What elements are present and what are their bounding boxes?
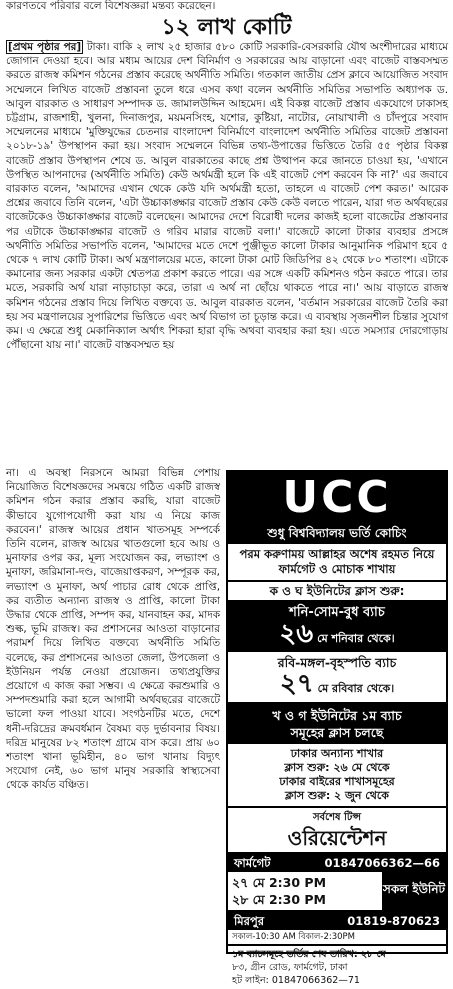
session-times: সকাল-10:30 AM বিকাল-2:30PM xyxy=(228,930,446,946)
ad-blessing: পরম করুণাময় আল্লাহর অশেষ রহমত নিয়ে ফার্মগেট ও মোচাক শাখায় xyxy=(228,544,446,582)
best-tips-label: সর্বশেষ টিপ্স xyxy=(312,812,362,823)
farmgate-label: ফার্মগেট xyxy=(234,856,271,870)
mirpur-phone: 01819-870623 xyxy=(347,914,440,928)
previous-article-tail: কারণতবে পরিবার বলে বিশেষজ্ঞরা মন্তব্য করেছেন। xyxy=(6,0,216,12)
batch1-date-number: ২৬ xyxy=(279,619,314,649)
kg-line-1: খ ও গ ইউনিটের ১ম ব্যাচ xyxy=(272,708,402,723)
batch2-date-number: ২৭ xyxy=(279,669,314,699)
unit-kha-ga-notice xyxy=(228,704,446,744)
article-text-top: টাকা। বাকি ২ লাখ ২৫ হাজার ৫৮০ কোটি সরকারি-বেসরকারি যৌথ অংশীদারের মাধ্যমে জোগান দেওয়া হবে। আর মধ্যম আয়ের দেশ বিনির্মাণ ও সরকারের আয় বাড়ানো এবং বাজেট বাস্তবসম্মত করতে রাজস্ব কমিশন গঠনের প্রস্তাব করেছে অর্থনীতি সমিতি। গতকাল জাতীয় প্রেস ক্লাবে আয়োজিত সংবাদ সম্মেলনে লিখিত বাজেট প্রস্তাবনা তুলে ধরে এসব কথা বলেন অর্থনীতি সমিতির সভাপতি অধ্যাপক ড. আবুল বারকাত ও সাধারণ সম্পাদক ড. জামালউদ্দিন আহমেদ। এই বিকল্প বাজেট প্রস্তাব একযোগে ঢাকাসহ চট্টগ্রাম, রাজশাহী, খুলনা, দিনাজপুর, ময়মনসিংহ, যশোর, কুষ্টিয়া, নাটোর, নোয়াখালী ও চাঁদপুরে সংবাদ সম্মেলনের মাধ্যমে 'মুক্তিযুদ্ধের চেতনার বাংলাদেশ বিনির্মাণে বাংলাদেশ অর্থনীতি সমিতির বাজেট প্রস্তাবনা ২০১৮-১৯' উপস্থাপন করা হয়। সংবাদ সম্মেলনে বিভিন্ন তথ্য-উপাত্তের ভিত্তিতে তৈরি ৫৫ পৃষ্ঠার বিকল্প বাজেট প্রস্তাব উপস্থাপন শেষে ড. আবুল বারকাতের কাছে প্রশ্ন উত্থাপন করে জানতে চাওয়া হয়, 'এখানে উপস্থিত আপনাদের (অর্থনীতি সমিতি) কেউ অর্থমন্ত্রী হলে কি এই বাজেট পেশ করবেন কি না?' এর জবাবে বারকাত বলেন, 'আমাদের এখান থেকে কেউ যদি অর্থমন্ত্রী হতো, তাহলে এ বাজেট পেশ করত।' আরেক প্রশ্নের জবাবে তিনি বলেন, 'এটা উচ্চাকাঙ্ক্ষার বাজেট প্রস্তাব কেউ কেউ বলতে পারেন, যারা গত অর্থবছরের বাজেটকেও উচ্চাকাঙ্ক্ষার বাজেট বলেছেন। আমাদের দেশে বিরোধী দলের কাজই হলো বাজেটের প্রস্তাবনার পর এটাকে উচ্চাকাঙ্ক্ষার বাজেট ও গরিব মারার বাজেট বলা।' বাজেটে কালো টাকার ব্যবহার প্রসঙ্গে অর্থনীতি সমিতির সভাপতি বলেন, 'আমাদের মতে দেশে পুঞ্জীভূত কালো টাকার আনুমানিক পরিমাণ হবে ৫ থেকে ৭ লাখ কোটি টাকা। অর্থ মন্ত্রণালয়ের মতে, কালো টাকা মোট জিডিপির ৪২ থেকে ৮০ শতাংশ। এটাকে কমানোর জন্য সরকার একটা শ্বেতপত্র প্রকাশ করতে পারে। এর সঙ্গে একটি কমিশনও গঠন করতে পারে। তার মতে, সরকারি অর্থ যারা নাড়াচাড়া করে, তারা এ অর্থ না ছোঁয়ে থাকতে পারে না।' আয় বাড়াতে রাজস্ব কমিশন গঠনের প্রস্তাব দিয়ে লিখিত বক্তব্যে ড. আবুল বারকাত বলেন, 'বর্তমান সরকারের বাজেট তৈরি করা হয় সব মন্ত্রণালয়ের সুপারিশের ভিত্তিতে এবং অর্থ বিভাগ তা চূড়ান্ত করে। এ ব্যবস্থায় সৃজনশীল চিন্তার সুযোগ কম। এ ক্ষেত্রে শুধু মেকানিক্যাল অর্থাৎ শিকরা হারা বৃদ্ধি অথবা ব্যবহার করা হয়। এতে সমস্যার দোরগোড়ায় পৌঁছানো যায় না।' বাজেট বাস্তবসম্মত হয় xyxy=(6,41,449,352)
farmgate-phone: 01847066362—66 xyxy=(324,856,440,870)
schedule-date-2: ২৮ মে 2:30 PM xyxy=(232,892,326,907)
headline: ১২ লাখ কোটি xyxy=(161,14,292,40)
ad-hotline: হট লাইন: 01847066362—71 xyxy=(232,975,360,986)
batch1-days: শনি-সোম-বুধ ব্যাচ xyxy=(228,602,446,621)
article-body-column xyxy=(6,466,220,793)
batch2-days: রবি-মঙ্গল-বৃহস্পতি ব্যাচ xyxy=(277,655,397,670)
orientation-title: ওরিয়েন্টেশন xyxy=(228,824,446,854)
ucc-advertisement xyxy=(226,470,448,986)
mirpur-label: মিরপুর xyxy=(234,914,265,928)
batch2-date-text: মে রবিবার থেকে। xyxy=(317,682,395,695)
article-paragraph xyxy=(6,40,448,352)
article-body-full-width xyxy=(6,40,448,352)
batch2-date xyxy=(228,671,446,704)
continued-tag: [প্রথম পৃষ্ঠার পর] xyxy=(8,41,82,53)
branch-line-1: ঢাকার অন্যান্য শাখার xyxy=(290,747,384,760)
schedule-dates xyxy=(228,872,382,910)
ucc-logo: UCC xyxy=(228,472,446,524)
orientation-schedule xyxy=(228,872,446,912)
ad-subtitle: শুধু বিশ্ববিদ্যালয় ভর্তি কোচিং xyxy=(228,524,446,544)
farmgate-contact xyxy=(228,854,446,872)
branch-line-3: ঢাকার বাইরের শাখাসমূহের xyxy=(279,775,395,788)
unit-ka-gha-heading: ক ও ঘ ইউনিটের ক্লাস শুরু: xyxy=(228,582,446,602)
all-units-badge: সকল ইউনিট xyxy=(382,872,446,910)
ad-footer xyxy=(228,946,446,989)
branch-schedule xyxy=(228,744,446,808)
batch1-date xyxy=(228,621,446,652)
mirpur-contact xyxy=(228,912,446,930)
batch1-date-text: মে শনিবার থেকে। xyxy=(317,632,395,645)
schedule-date-1: ২৭ মে 2:30 PM xyxy=(232,875,327,890)
branch-line-4: ক্লাস শুরু: ২ জুন থেকে xyxy=(285,789,389,802)
branch-line-2: ক্লাস শুরু: ২৬ মে থেকে xyxy=(284,761,390,774)
ad-address: ৮৩, গ্রীন রোড, ফার্মগেট, ঢাকা xyxy=(232,962,348,973)
admission-deadline: ১ম ব্যাচসমূহে ভর্তির শেষ তারিখ: ২৮ মে xyxy=(232,949,386,960)
kg-line-2: সমূহের ক্লাস চলছে xyxy=(290,725,384,740)
article-text-column: না। এ অবস্থা নিরসনে আমরা বিভিন্ন পেশায় নিয়োজিত বিশেষজ্ঞদের সমন্বয়ে গঠিত একটি রাজস্ব কমিশন গঠন করার প্রস্তাব করছি, যারা বাজেট কীভাবে যুগোপযোগী করা যায় এ নিয়ে কাজ করবেন।' রাজস্ব আয়ের প্রধান খাতসমূহ সম্পর্কে তিনি বলেন, রাজস্ব আয়ের খাতগুলো হবে আয় ও মুনাফার ওপর কর, মূল্য সংযোজন কর, লভ্যাংশ ও মুনাফা, জরিমানা-দণ্ড, বাজেয়াপ্তকরণ, সম্পূরক কর, লভ্যাংশ ও মুনাফা, অর্থ পাচার রোধ থেকে প্রাপ্তি, কর ব্যতীত অন্যান্য রাজস্ব ও প্রাপ্তি, কালো টাকা উদ্ধার থেকে প্রাপ্তি, সম্পদ কর, যানবাহন কর, মাদক শুল্ক, ভূমি রাজস্ব। কর প্রশাসনের আওতা বাড়ানোর পরামর্শ দিয়ে লিখিত বক্তব্যে অর্থনীতি সমিতি বলেছে, কর প্রশাসনের আওতা জেলা, উপজেলা ও ইউনিয়ন পর্যন্ত নেওয়া প্রয়োজন। তথ্যপ্রযুক্তির প্রয়োগে এ কাজ করা সম্ভব। এ ক্ষেত্রে করশুমারি ও সম্পদশুমারি করা হলে আগামী অর্থবছরের বাজেটে ভালো ফল পাওয়া যাবে। সংগঠনটির মতে, দেশে ধনী-দরিদ্রের ক্রমবর্ধমান বৈষম্য বড় দুর্ভাবনার বিষয়। দরিদ্র মানুষের ৮২ শতাংশ গ্রামে বাস করে। প্রায় ৬০ শতাংশ খানা ভূমিহীন, ৪০ ভাগ খানায় বিদ্যুৎ সংযোগ নেই, ৬০ ভাগ মানুষ সরকারি স্বাস্থ্যসেবা থেকে কার্যত বঞ্চিত। xyxy=(6,467,220,792)
